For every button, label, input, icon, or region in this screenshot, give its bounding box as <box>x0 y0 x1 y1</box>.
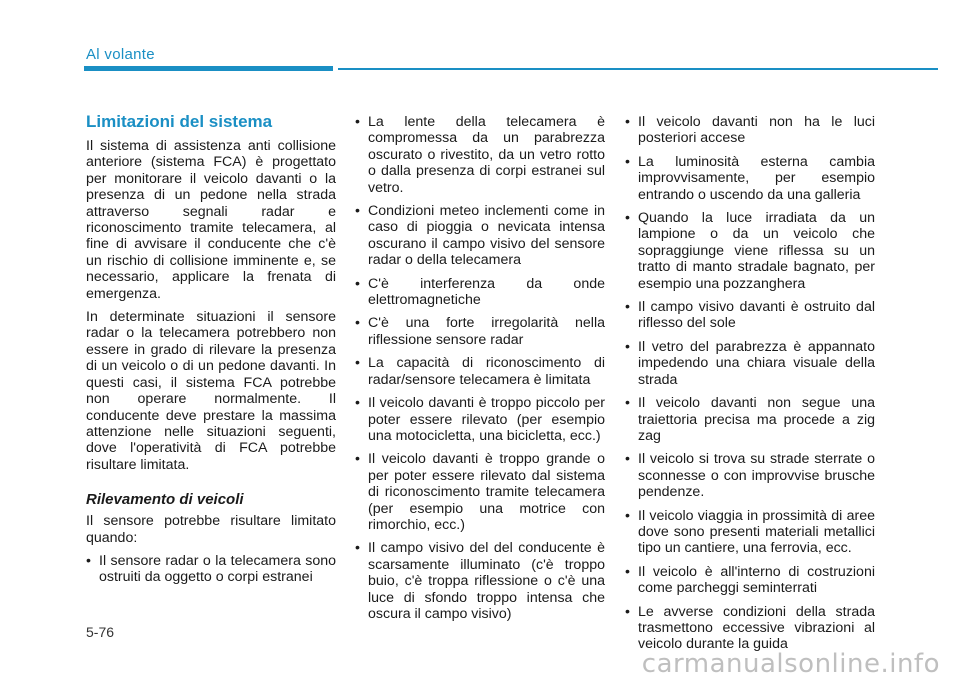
list-item: • C'è interferenza da onde elettromagnetiche <box>355 276 605 309</box>
list-item: • Il sensore radar o la telecamera sono ostruiti da oggetto o corpi estranei <box>86 553 336 586</box>
list-item: • Il veicolo davanti è troppo grande o per poter essere rilevato dal sistema di riconoscimento tramite telecamera (per esempio una motrice con rimorchio, ecc.) <box>355 451 605 533</box>
list-item: • Il veicolo è all'interno di costruzioni come parcheggi seminterrati <box>625 564 875 597</box>
paragraph: Il sensore potrebbe risultare limitato quando: <box>86 513 336 546</box>
column-2 <box>355 114 605 629</box>
list-item: • La luminosità esterna cambia improvvisamente, per esempio entrando o uscendo da una galleria <box>625 154 875 203</box>
bullet-list <box>355 114 605 622</box>
column-1 <box>86 112 336 593</box>
page-number: 5-76 <box>86 624 115 640</box>
subsection-heading: Rilevamento di veicoli <box>86 491 244 509</box>
list-item: • Le avverse condizioni della strada trasmettono eccessive vibrazioni al veicolo durante la guida <box>625 604 875 653</box>
list-item: • Il campo visivo davanti è ostruito dal riflesso del sole <box>625 299 875 332</box>
header-rule-thin <box>338 68 938 70</box>
list-item: • Condizioni meteo inclementi come in caso di pioggia o nevicata intensa oscurano il campo visivo del sensore radar o della telecamera <box>355 203 605 269</box>
paragraph: Il sistema di assistenza anti collisione anteriore (sistema FCA) è progettato per monitorare il veicolo davanti o la presenza di un pedone nella strada attraverso segnali radar e riconoscimento tramite telecamera, al fine di avvisare il conducente che c'è un rischio di collisione imminente e, se necessario, applicare la frenata di emergenza. <box>86 138 336 302</box>
bullet-list <box>625 114 875 653</box>
list-item: • La capacità di riconoscimento di radar/sensore telecamera è limitata <box>355 355 605 388</box>
column-3 <box>625 114 875 660</box>
paragraph: In determinate situazioni il sensore radar o la telecamera potrebbero non essere in grado di rilevare la presenza di un veicolo o di un pedone davanti. In questi casi, il sistema FCA potrebbe non operare normalmente. Il conducente deve prestare la massima attenzione nelle situazioni seguenti, dove l'operatività di FCA potrebbe risultare limitata. <box>86 309 336 473</box>
list-item: • Quando la luce irradiata da un lampione o da un veicolo che sopraggiunge viene riflessa su un tratto di manto stradale bagnato, per esempio una pozzanghera <box>625 210 875 292</box>
header-rule-thick <box>84 66 333 71</box>
watermark-link[interactable]: carmanualsonline.info <box>641 649 940 679</box>
list-item: • C'è una forte irregolarità nella riflessione sensore radar <box>355 315 605 348</box>
list-item: • Il veicolo si trova su strade sterrate o sconnesse o con improvvise brusche pendenze. <box>625 451 875 500</box>
list-item: • Il veicolo davanti non segue una traiettoria precisa ma procede a zig zag <box>625 395 875 444</box>
list-item: • Il veicolo viaggia in prossimità di aree dove sono presenti materiali metallici tipo un cantiere, una ferrovia, ecc. <box>625 508 875 557</box>
bullet-list <box>86 553 336 586</box>
section-label: Al volante <box>86 46 155 63</box>
list-item: • Il veicolo davanti non ha le luci posteriori accese <box>625 114 875 147</box>
list-item: • Il veicolo davanti è troppo piccolo per poter essere rilevato (per esempio una motocicletta, una bicicletta, ecc.) <box>355 395 605 444</box>
list-item: • La lente della telecamera è compromessa da un parabrezza oscurato o rivestito, da un vetro rotto o dalla presenza di corpi estranei sul vetro. <box>355 114 605 196</box>
list-item: • Il vetro del parabrezza è appannato impedendo una chiara visuale della strada <box>625 339 875 388</box>
section-heading: Limitazioni del sistema <box>86 112 273 131</box>
list-item: • Il campo visivo del del conducente è scarsamente illuminato (c'è troppo buio, c'è troppa riflessione o c'è una luce di sfondo troppo intensa che oscura il campo visivo) <box>355 540 605 622</box>
